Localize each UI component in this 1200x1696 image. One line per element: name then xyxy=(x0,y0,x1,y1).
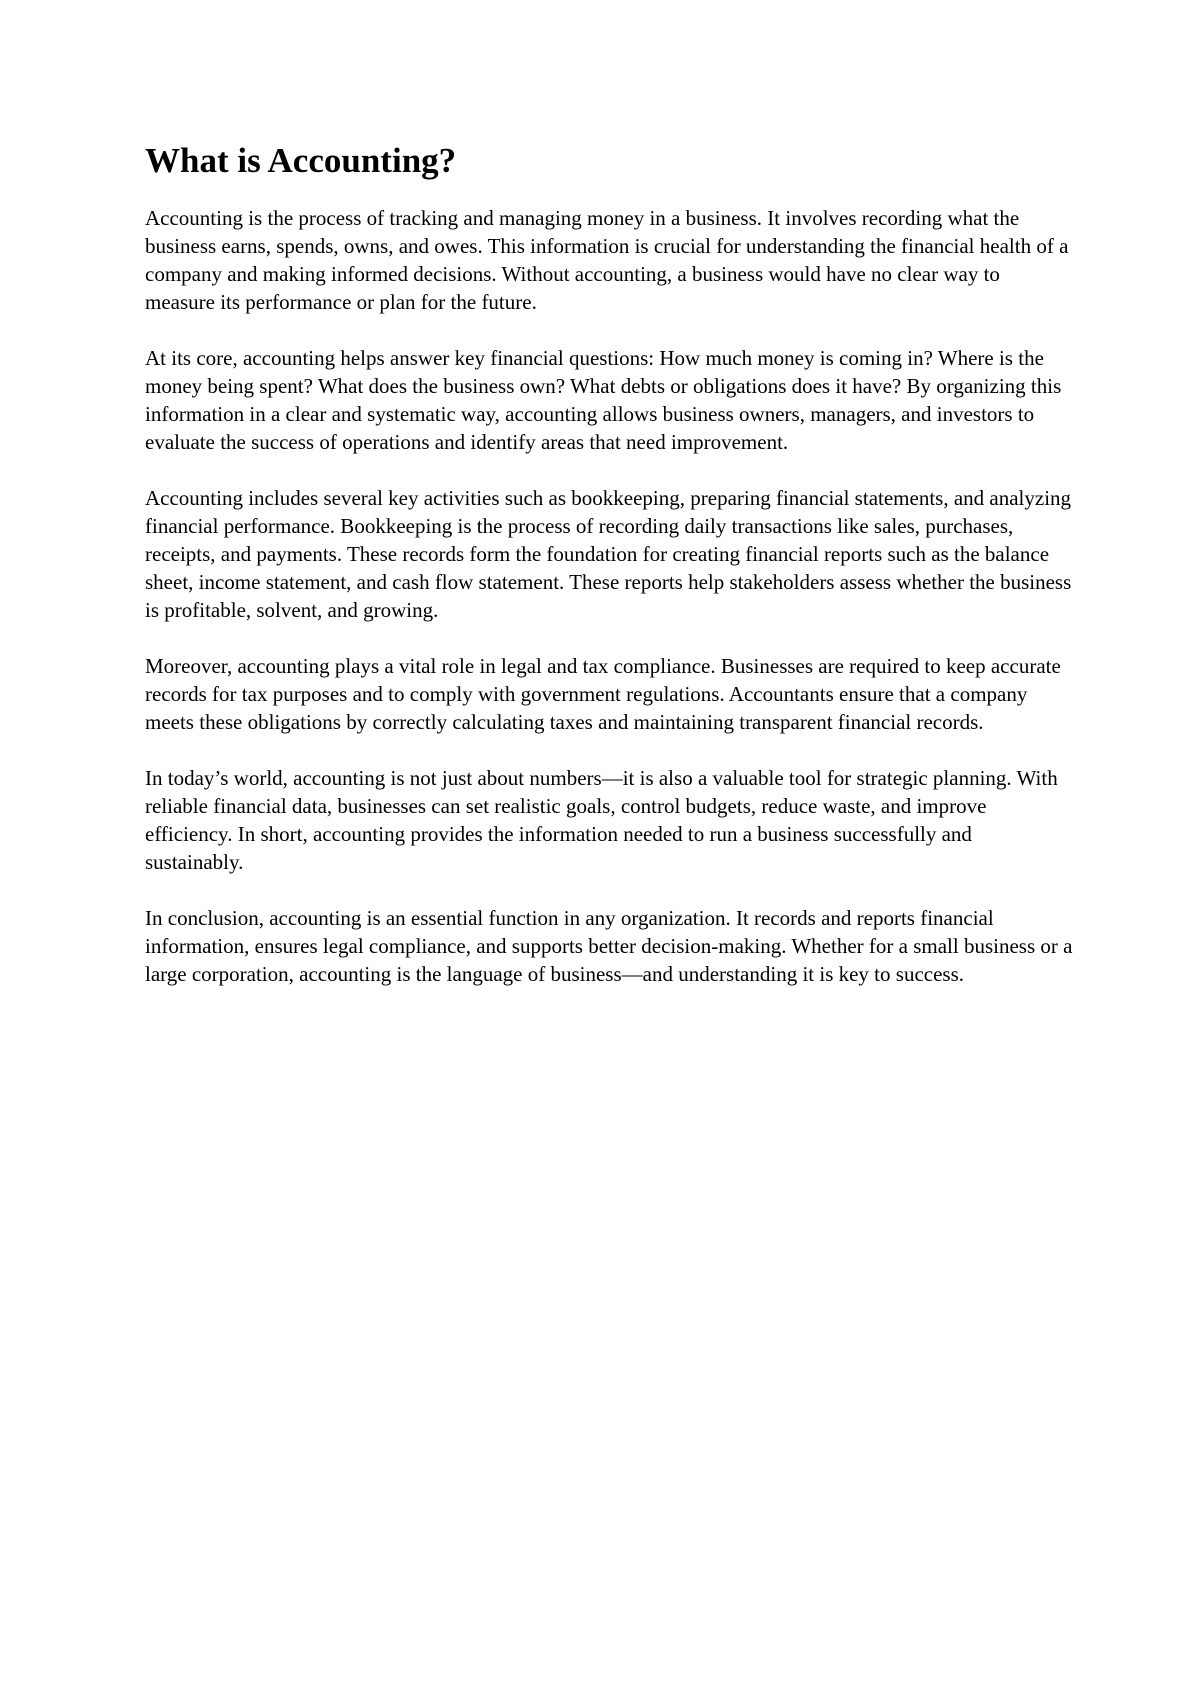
paragraph-key-activities: Accounting includes several key activities such as bookkeeping, preparing financial statements, and analyzing financial performance. Bookkeeping is the process of recording daily transactions like sales, purchases, receipts, and payments. These records form the foundation for creating financial reports such as the balance sheet, income statement, and cash flow statement. These reports help stakeholders assess whether the business is profitable, solvent, and growing. xyxy=(145,486,1072,622)
page-title: What is Accounting? xyxy=(145,141,457,180)
paragraph-core-questions: At its core, accounting helps answer key financial questions: How much money is coming in? Where is the money being spent? What does the business own? What debts or obligations does it have? By organizing this information in a clear and systematic way, accounting allows business owners, managers, and investors to evaluate the success of operations and identify areas that need improvement. xyxy=(145,346,1062,454)
paragraph-compliance: Moreover, accounting plays a vital role in legal and tax compliance. Businesses are required to keep accurate records for tax purposes and to comply with government regulations. Accountants ensure that a company meets these obligations by correctly calculating taxes and maintaining transparent financial records. xyxy=(145,654,1061,734)
paragraph-intro: Accounting is the process of tracking and managing money in a business. It involves recording what the business earns, spends, owns, and owes. This information is crucial for understanding the financial health of a company and making informed decisions. Without accounting, a business would have no clear way to measure its performance or plan for the future. xyxy=(145,206,1069,314)
paragraph-conclusion: In conclusion, accounting is an essential function in any organization. It records and reports financial information, ensures legal compliance, and supports better decision-making. Whether for a small business or a large corporation, accounting is the language of business—and understanding it is key to success. xyxy=(145,906,1073,986)
document-page xyxy=(145,140,1075,1016)
paragraph-strategic-planning: In today’s world, accounting is not just about numbers—it is also a valuable tool for strategic planning. With reliable financial data, businesses can set realistic goals, control budgets, reduce waste, and improve efficiency. In short, accounting provides the information needed to run a business successfully and sustainably. xyxy=(145,766,1058,874)
